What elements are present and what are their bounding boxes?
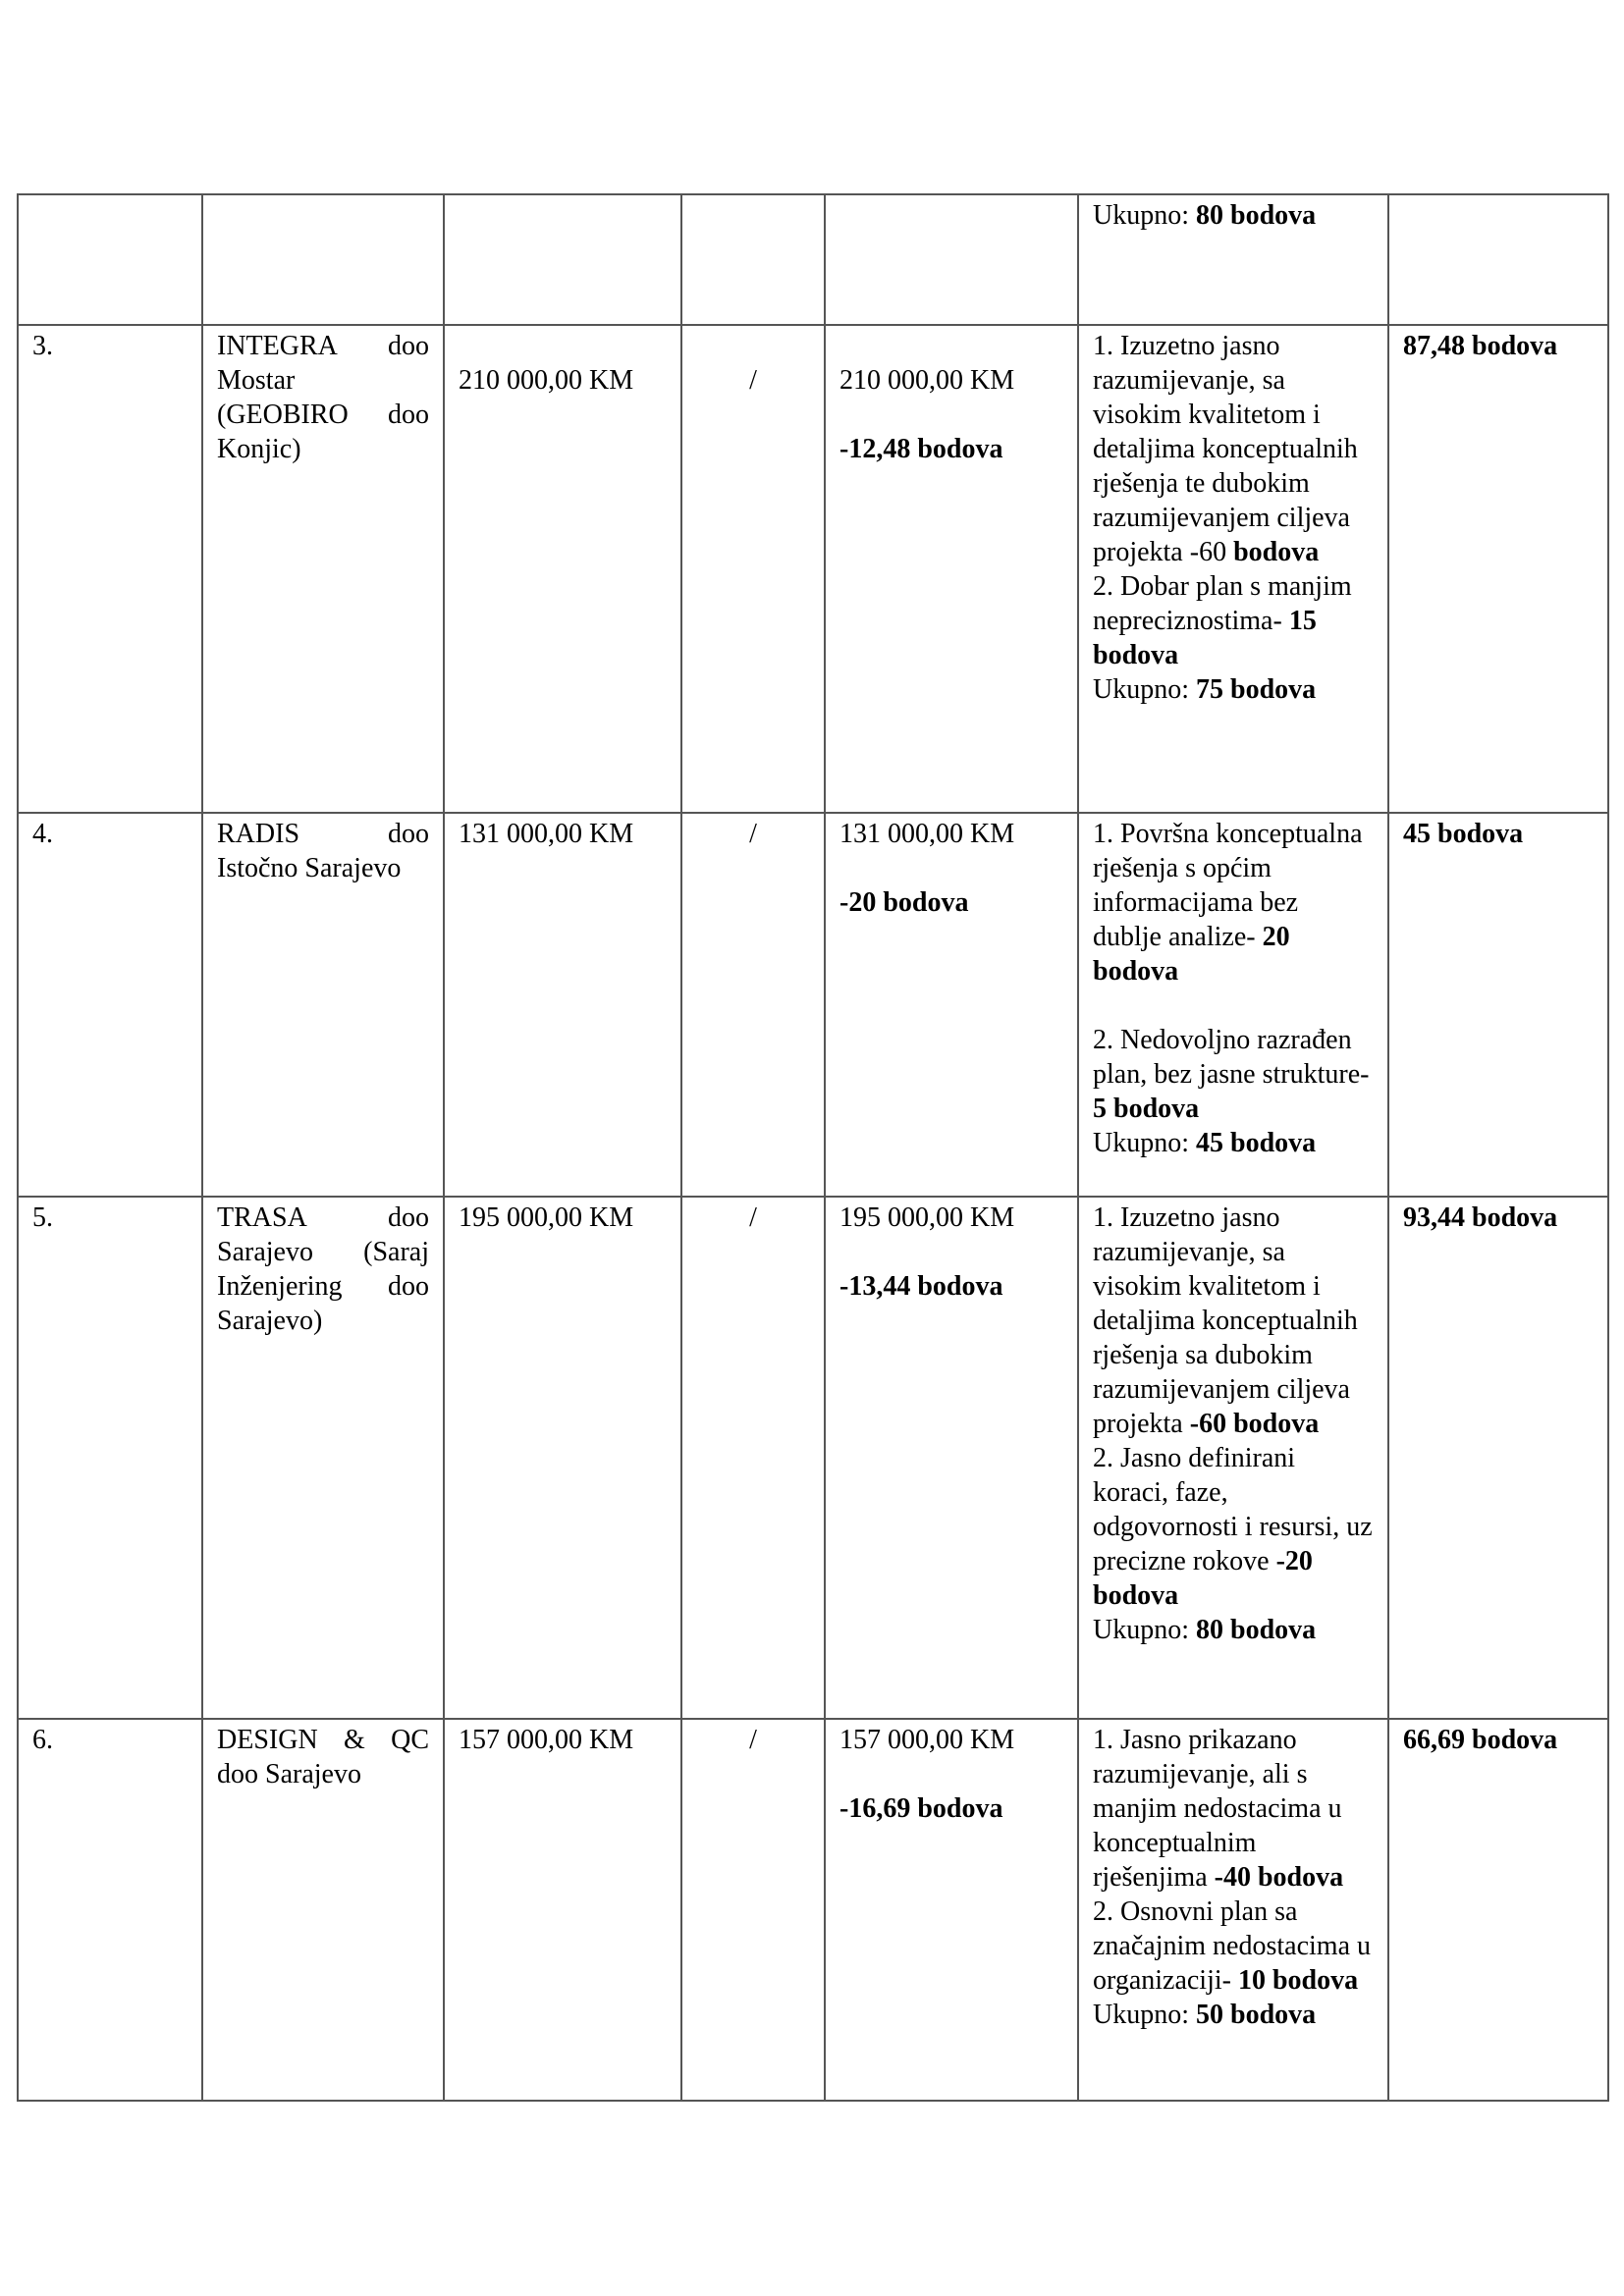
price-points: -12,48 bodova	[839, 434, 1003, 464]
criterion-points: -20 bodova	[1093, 1546, 1313, 1611]
final-price-cell	[825, 813, 1078, 1197]
criteria-total-label: Ukupno:	[1093, 2000, 1189, 2030]
evaluation-table	[17, 193, 1609, 2102]
final-price-cell	[825, 1197, 1078, 1719]
total-cell	[1388, 194, 1608, 325]
criteria-cell	[1078, 813, 1388, 1197]
criterion-text: 1. Izuzetno jasno razumijevanje, sa visokim kvalitetom i detaljima konceptualnih rješenja te dubokim razumijevanjem ciljeva projekta -60	[1093, 331, 1358, 567]
price-points: -20 bodova	[839, 887, 969, 918]
criterion-text: 2. Nedovoljno razrađen plan, bez jasne strukture-	[1093, 1025, 1370, 1090]
criteria-total-value: 50 bodova	[1196, 2000, 1317, 2030]
discount-cell: /	[681, 1719, 825, 2101]
criterion-text: 1. Izuzetno jasno razumijevanje, sa visokim kvalitetom i detaljima konceptualnih rješenja sa dubokim razumijevanjem ciljeva projekta	[1093, 1202, 1358, 1439]
criteria-cell	[1078, 325, 1388, 813]
offered-price-cell: 157 000,00 KM	[444, 1719, 681, 2101]
bidder-cell: RADIS doo Istočno Sarajevo	[202, 813, 444, 1197]
bidder-cell: TRASA doo Sarajevo (Saraj Inženjering doo Sarajevo)	[202, 1197, 444, 1719]
bidder-cell: DESIGN & QC doo Sarajevo	[202, 1719, 444, 2101]
table-row	[18, 325, 1608, 813]
final-price: 157 000,00 KM	[839, 1725, 1015, 1755]
discount-cell: /	[681, 325, 825, 813]
offered-price-cell: 131 000,00 KM	[444, 813, 681, 1197]
total-cell: 93,44 bodova	[1388, 1197, 1608, 1719]
discount-cell: /	[681, 813, 825, 1197]
number-cell	[18, 194, 202, 325]
criteria-total-label: Ukupno:	[1093, 1615, 1189, 1645]
criteria-total-label: Ukupno:	[1093, 1128, 1189, 1158]
total-cell: 45 bodova	[1388, 813, 1608, 1197]
final-price-cell	[825, 194, 1078, 325]
number-cell: 5.	[18, 1197, 202, 1719]
number-cell: 6.	[18, 1719, 202, 2101]
table-row-continuation	[18, 194, 1608, 325]
criteria-cell	[1078, 1197, 1388, 1719]
final-price-cell	[825, 1719, 1078, 2101]
criteria-total-label: Ukupno:	[1093, 674, 1189, 705]
table-row	[18, 1719, 1608, 2101]
criteria-total-value: 80 bodova	[1196, 1615, 1317, 1645]
number-cell: 4.	[18, 813, 202, 1197]
criterion-text: 1. Površna konceptualna rješenja s općim informacijama bez dublje analize-	[1093, 819, 1363, 952]
bidder-cell: INTEGRA doo Mostar (GEOBIRO doo Konjic)	[202, 325, 444, 813]
criteria-total-label: Ukupno:	[1093, 200, 1189, 231]
final-price-cell	[825, 325, 1078, 813]
final-price: 131 000,00 KM	[839, 819, 1015, 849]
criterion-points: -40 bodova	[1214, 1862, 1344, 1893]
offered-price-cell	[444, 194, 681, 325]
criteria-total-value: 45 bodova	[1196, 1128, 1317, 1158]
number-cell: 3.	[18, 325, 202, 813]
criteria-total-value: 80 bodova	[1196, 200, 1317, 231]
table-row	[18, 813, 1608, 1197]
criterion-points: -60 bodova	[1189, 1409, 1320, 1439]
bidder-cell	[202, 194, 444, 325]
criterion-text: 2. Dobar plan s manjim nepreciznostima-	[1093, 571, 1352, 636]
criterion-text: 1. Jasno prikazano razumijevanje, ali s manjim nedostacima u konceptualnim rješenjima	[1093, 1725, 1342, 1893]
criteria-cell	[1078, 1719, 1388, 2101]
criterion-points: 15 bodova	[1093, 606, 1317, 670]
discount-cell: /	[681, 1197, 825, 1719]
final-price: 210 000,00 KM	[839, 365, 1015, 396]
total-cell: 87,48 bodova	[1388, 325, 1608, 813]
discount-cell	[681, 194, 825, 325]
price-points: -16,69 bodova	[839, 1793, 1003, 1824]
criteria-cell	[1078, 194, 1388, 325]
criterion-points: bodova	[1233, 537, 1320, 567]
criterion-text: 2. Jasno definirani koraci, faze, odgovornosti i resursi, uz precizne rokove	[1093, 1443, 1373, 1576]
table-row	[18, 1197, 1608, 1719]
criteria-total-value: 75 bodova	[1196, 674, 1317, 705]
offered-price-cell: 195 000,00 KM	[444, 1197, 681, 1719]
total-cell: 66,69 bodova	[1388, 1719, 1608, 2101]
criterion-text: 2. Osnovni plan sa značajnim nedostacima u organizaciji-	[1093, 1896, 1371, 1996]
criterion-points: 20 bodova	[1093, 922, 1290, 987]
criterion-points: 5 bodova	[1093, 1094, 1200, 1124]
offered-price-cell: 210 000,00 KM	[444, 325, 681, 813]
price-points: -13,44 bodova	[839, 1271, 1003, 1302]
criterion-points: 10 bodova	[1237, 1965, 1359, 1996]
final-price: 195 000,00 KM	[839, 1202, 1015, 1233]
